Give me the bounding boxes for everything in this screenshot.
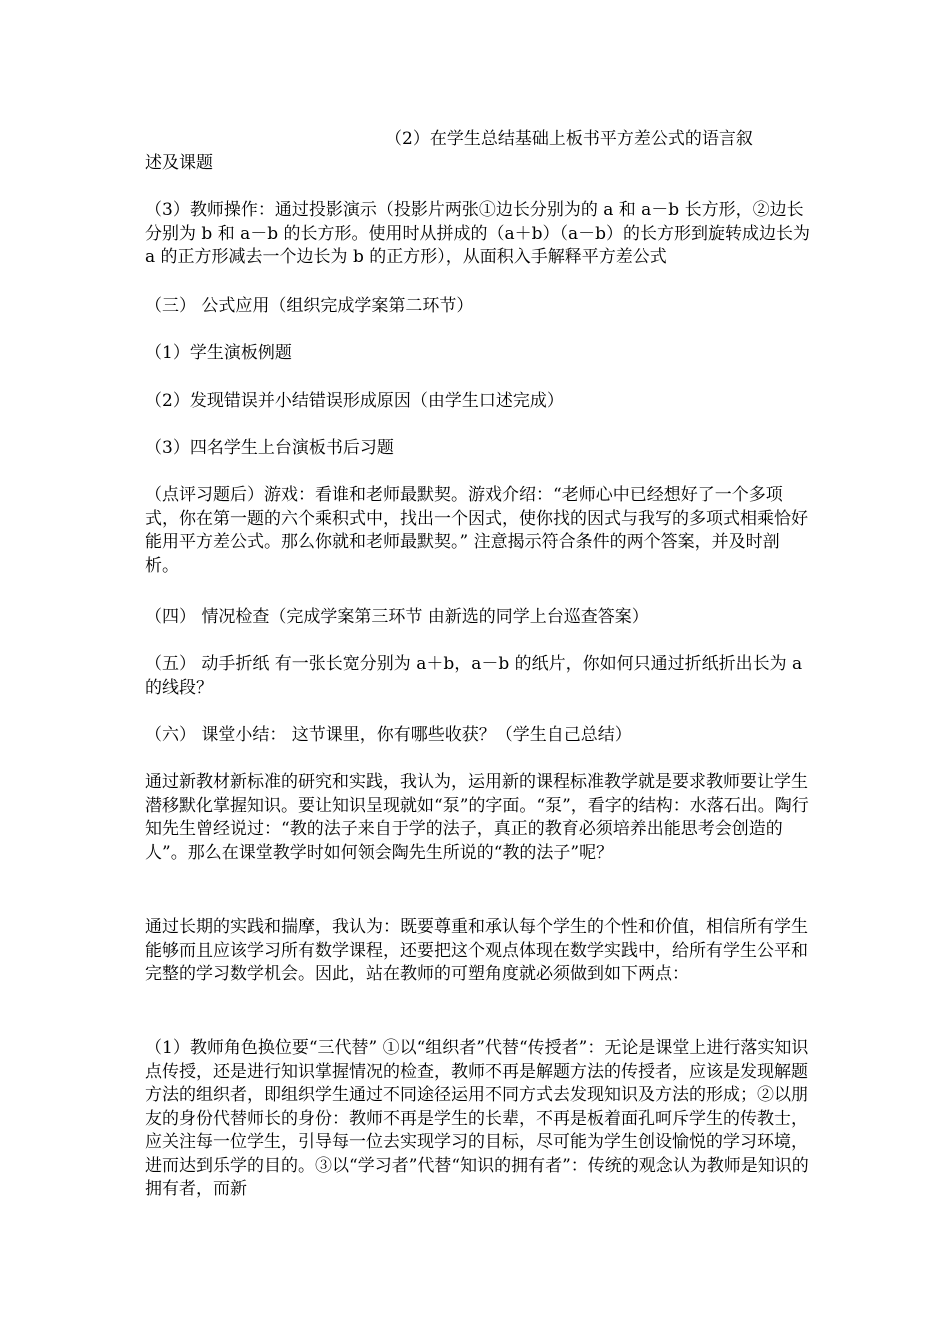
paragraph-four-students: （3）四名学生上台演板书后习题 — [145, 438, 394, 458]
paragraph-teacher-role: （1）教师角色换位要“三代替” ①以“组织者”代替“传授者”：无论是课堂上进行落实知识点传授，还是进行知识掌握情况的检查，教师不再是解题方法的传授者，应该是发现解题方法的组织者，即组织学生通过不同途径运用不同方式去发现知识及方法的形成；②以朋友的身份代替师长的身份：教师不再是学生的长辈，不再是板着面孔呵斥学生的传教士，应关注每一位学生，引导每一位去实现学习的目标，尽可能为学生创设愉悦的学习环境，进而达到乐学的目的。③以“学习者”代替“知识的拥有者”：传统的观念认为教师是知识的拥有者，而新 — [145, 1038, 809, 1199]
heading-formula-application: （三） 公式应用（组织完成学案第二环节） — [145, 296, 474, 316]
paragraph-game: （点评习题后）游戏：看谁和老师最默契。游戏介绍：“老师心中已经想好了一个多项式，你在第一题的六个乘积式中，找出一个因式，使你找的因式与我写的多项式相乘恰好能用平方差公式。那么你就和老师最默契。” 注意揭示符合条件的两个答案，并及时剖析。 — [145, 485, 808, 576]
paragraph-blackboard-formula-cont: 述及课题 — [145, 153, 213, 173]
heading-situation-check: （四） 情况检查（完成学案第三环节 由新选的同学上台巡查答案） — [145, 607, 649, 627]
heading-class-summary: （六） 课堂小结： 这节课里，你有哪些收获？（学生自己总结） — [145, 725, 632, 745]
paragraph-reflection-2: 通过长期的实践和揣摩，我认为：既要尊重和承认每个学生的个性和价值，相信所有学生能够而且应该学习所有数学课程，还要把这个观点体现在数学实践中，给所有学生公平和完整的学习数学机会。因此，站在教师的可塑角度就必须做到如下两点： — [145, 917, 808, 984]
paragraph-paper-folding: （五） 动手折纸 有一张长宽分别为 a＋b，a－b 的纸片，你如何只通过折纸折出长为 a 的线段？ — [145, 654, 803, 698]
paragraph-blackboard-formula: （2）在学生总结基础上板书平方差公式的语言叙 — [385, 129, 753, 149]
paragraph-reflection-1: 通过新教材新标准的研究和实践，我认为，运用新的课程标准教学就是要求教师要让学生潜移默化掌握知识。要让知识呈现就如“泵”的字面。“泵”，看字的结构：水落石出。陶行知先生曾经说过：“教的法子来自于学的法子，真正的教育必须培养出能思考会创造的人”。那么在课堂教学时如何领会陶先生所说的“教的法子”呢？ — [145, 772, 809, 863]
paragraph-find-errors: （2）发现错误并小结错误形成原因（由学生口述完成） — [145, 391, 564, 411]
paragraph-teacher-demo: （3）教师操作：通过投影演示（投影片两张①边长分别为的 a 和 a－b 长方形，②边长分别为 b 和 a－b 的长方形。使用时从拼成的（a＋b）（a－b）的长方形到旋转成边长为 a 的正方形减去一个边长为 b 的正方形），从面积入手解释平方差公式 — [145, 200, 811, 267]
paragraph-student-example: （1）学生演板例题 — [145, 343, 292, 363]
